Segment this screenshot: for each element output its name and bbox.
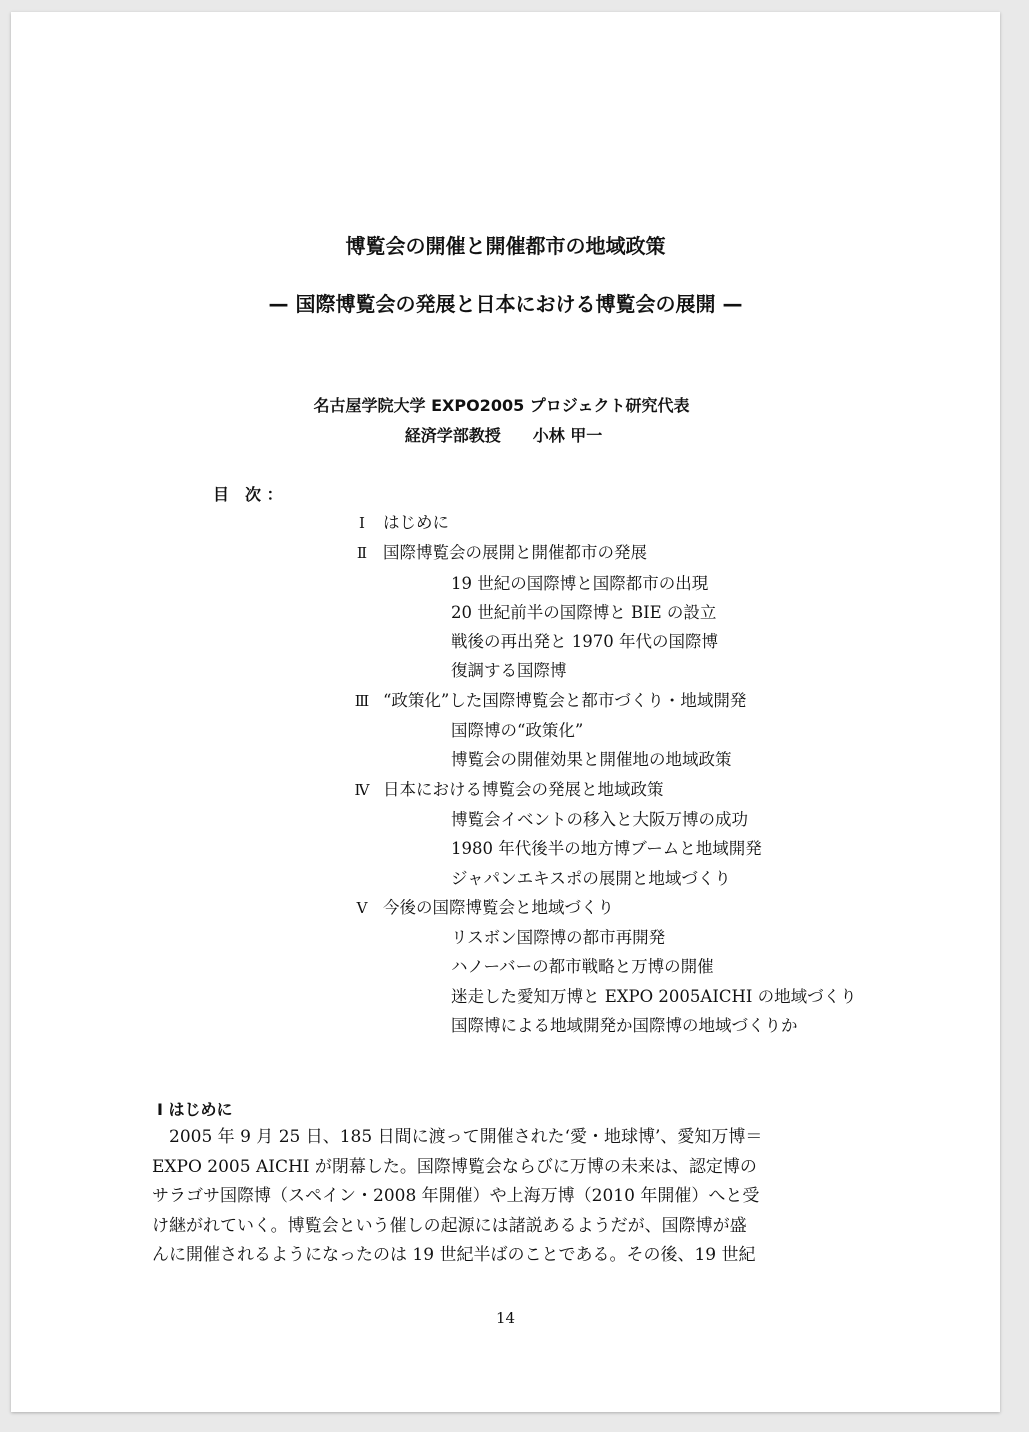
body-line: け継がれていく。博覧会という催しの起源には諸説あるようだが、国際博が盛 (152, 1215, 747, 1236)
toc-chapter-title: 今後の国際博覧会と地域づくり (383, 897, 614, 917)
page-number: 14 (495, 1309, 516, 1327)
author-name: 経済学部教授 小林 甲一 (404, 426, 603, 445)
toc-subsection: 博覧会の開催効果と開催地の地域政策 (451, 750, 732, 770)
section-heading: Ⅰ はじめに (157, 1100, 233, 1119)
body-line: んに開催されるようになったのは 19 世紀半ばのことである。その後、19 世紀 (152, 1245, 756, 1265)
toc-subsection: リスボン国際博の都市再開発 (451, 928, 666, 948)
table-of-contents (341, 508, 881, 1040)
toc-chapter-number: Ⅲ (354, 691, 370, 710)
toc-subsection: 1980 年代後半の地方博ブームと地域開発 (451, 839, 762, 859)
toc-label: 目 次 ： (213, 485, 283, 504)
toc-chapter-title: はじめに (383, 513, 449, 532)
toc-chapter-number: Ⅳ (354, 780, 370, 799)
toc-chapter-title: 日本における博覧会の発展と地域政策 (383, 779, 664, 799)
toc-chapter-number: Ⅱ (356, 544, 368, 563)
toc-subsection: 19 世紀の国際博と国際都市の出現 (451, 573, 709, 593)
toc-subsection: 戦後の再出発と 1970 年代の国際博 (451, 632, 718, 652)
toc-chapter (341, 508, 881, 538)
toc-chapter-title: 国際博覧会の展開と開催都市の発展 (383, 543, 647, 563)
toc-chapter (341, 775, 881, 805)
document-page (11, 12, 1000, 1412)
toc-chapter-number: Ⅴ (356, 898, 368, 917)
toc-subsection: ハノーバーの都市戦略と万博の開催 (451, 957, 714, 977)
toc-subsection: 20 世紀前半の国際博と BIE の設立 (451, 602, 717, 622)
toc-chapter-number: Ⅰ (359, 514, 365, 532)
section-body (152, 1123, 860, 1271)
toc-chapter-title: “政策化”した国際博覧会と都市づくり・地域開発 (383, 690, 747, 710)
body-line: 2005 年 9 月 25 日、185 日間に渡って開催された‘愛・地球博’、愛知万博＝ (152, 1127, 763, 1147)
body-line: サラゴサ国際博（スペイン・2008 年開催）や上海万博（2010 年開催）へと受 (152, 1186, 760, 1206)
toc-chapter (341, 538, 881, 568)
toc-subsection: 博覧会イベントの移入と大阪万博の成功 (451, 809, 748, 829)
toc-subsection: ジャパンエキスポの展開と地域づくり (451, 868, 731, 888)
toc-chapter (341, 686, 881, 716)
document-subtitle: — 国際博覧会の発展と日本における博覧会の展開 — (268, 292, 743, 316)
toc-subsection: 国際博による地域開発か国際博の地域づくりか (451, 1016, 798, 1036)
toc-chapter (341, 893, 881, 923)
body-line: EXPO 2005 AICHI が閉幕した。国際博覧会ならびに万博の未来は、認定博の (152, 1156, 757, 1177)
author-affiliation: 名古屋学院大学 EXPO2005 プロジェクト研究代表 (313, 396, 690, 415)
toc-subsection: 迷走した愛知万博と EXPO 2005AICHI の地域づくり (451, 986, 857, 1006)
document-title: 博覧会の開催と開催都市の地域政策 (345, 234, 666, 258)
toc-subsection: 復調する国際博 (451, 661, 567, 681)
toc-subsection: 国際博の“政策化” (451, 721, 584, 741)
